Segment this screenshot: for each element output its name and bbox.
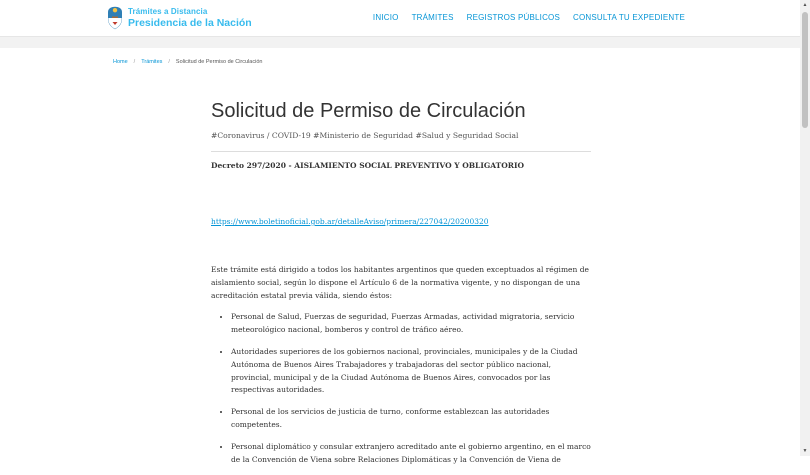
page-scrollbar[interactable]: [800, 0, 810, 456]
decree-link-paragraph: [211, 211, 591, 229]
divider: [211, 151, 591, 152]
logo-subtitle: Trámites a Distancia: [128, 6, 208, 16]
list-item: • Personal de Salud, Fuerzas de seguridad, Fuerzas Armadas, actividad migratoria, servicio meteorológico nacional, bomberos y control de tráfico aéreo.: [231, 311, 591, 337]
breadcrumb-separator: /: [168, 59, 170, 65]
scroll-up-arrow-icon[interactable]: ▲: [802, 2, 808, 8]
breadcrumb-tramites[interactable]: Trámites: [141, 59, 163, 65]
intro-paragraph: Este trámite está dirigido a todos los habitantes argentinos que queden exceptuados al régimen de aislamiento social, según lo dispone el Artículo 6 de la normativa vigente, y no dispongan de una acreditación estatal previa válida, siendo éstos:: [211, 265, 589, 300]
decree-heading: Decreto 297/2020 - AISLAMIENTO SOCIAL PREVENTIVO Y OBLIGATORIO: [211, 161, 525, 170]
breadcrumb-current: Solicitud de Permiso de Circulación: [175, 59, 263, 65]
nav-tramites[interactable]: TRÁMITES: [411, 13, 454, 22]
argentina-shield-icon: [107, 6, 123, 30]
page-title: Solicitud de Permiso de Circulación: [211, 100, 526, 122]
logo-title: Presidencia de la Nación: [128, 16, 252, 29]
nav-registros-publicos[interactable]: REGISTROS PÚBLICOS: [466, 13, 561, 22]
nav-inicio[interactable]: INICIO: [372, 13, 399, 22]
header-band: [0, 37, 800, 48]
nav-consulta-expediente[interactable]: CONSULTA TU EXPEDIENTE: [573, 13, 685, 22]
tags-line: #Coronavirus / COVID-19 #Ministerio de Seguridad #Salud y Seguridad Social: [211, 131, 519, 140]
breadcrumb-separator: /: [133, 59, 136, 65]
main-content: [211, 98, 591, 475]
scroll-down-arrow-icon[interactable]: ▼: [802, 448, 808, 454]
main-nav: [373, 13, 685, 22]
list-item: • Personal de los servicios de justicia de turno, conforme establezcan las autoridades competentes.: [231, 406, 591, 432]
breadcrumb-home[interactable]: Home: [113, 59, 128, 65]
site-logo[interactable]: [107, 5, 252, 31]
exception-list: [211, 311, 591, 466]
scrollbar-thumb[interactable]: [802, 12, 808, 128]
site-header: [0, 0, 800, 37]
list-item: • Personal diplomático y consular extranjero acreditado ante el gobierno argentino, en el marco de la Convención de Viena sobre Relaciones Diplomáticas y la Convención de Viena de: [231, 441, 591, 467]
boletin-oficial-link[interactable]: https://www.boletinoficial.gob.ar/detalleAviso/primera/227042/20200320: [211, 217, 489, 226]
breadcrumb: [113, 59, 262, 65]
list-item: • Autoridades superiores de los gobiernos nacional, provinciales, municipales y de la Ciudad Autónoma de Buenos Aires Trabajadores y trabajadoras del sector público nacional, provincial, municipal y de la Ciudad Autónoma de Buenos Aires, convocados por las respectivas autoridades.: [231, 346, 591, 397]
